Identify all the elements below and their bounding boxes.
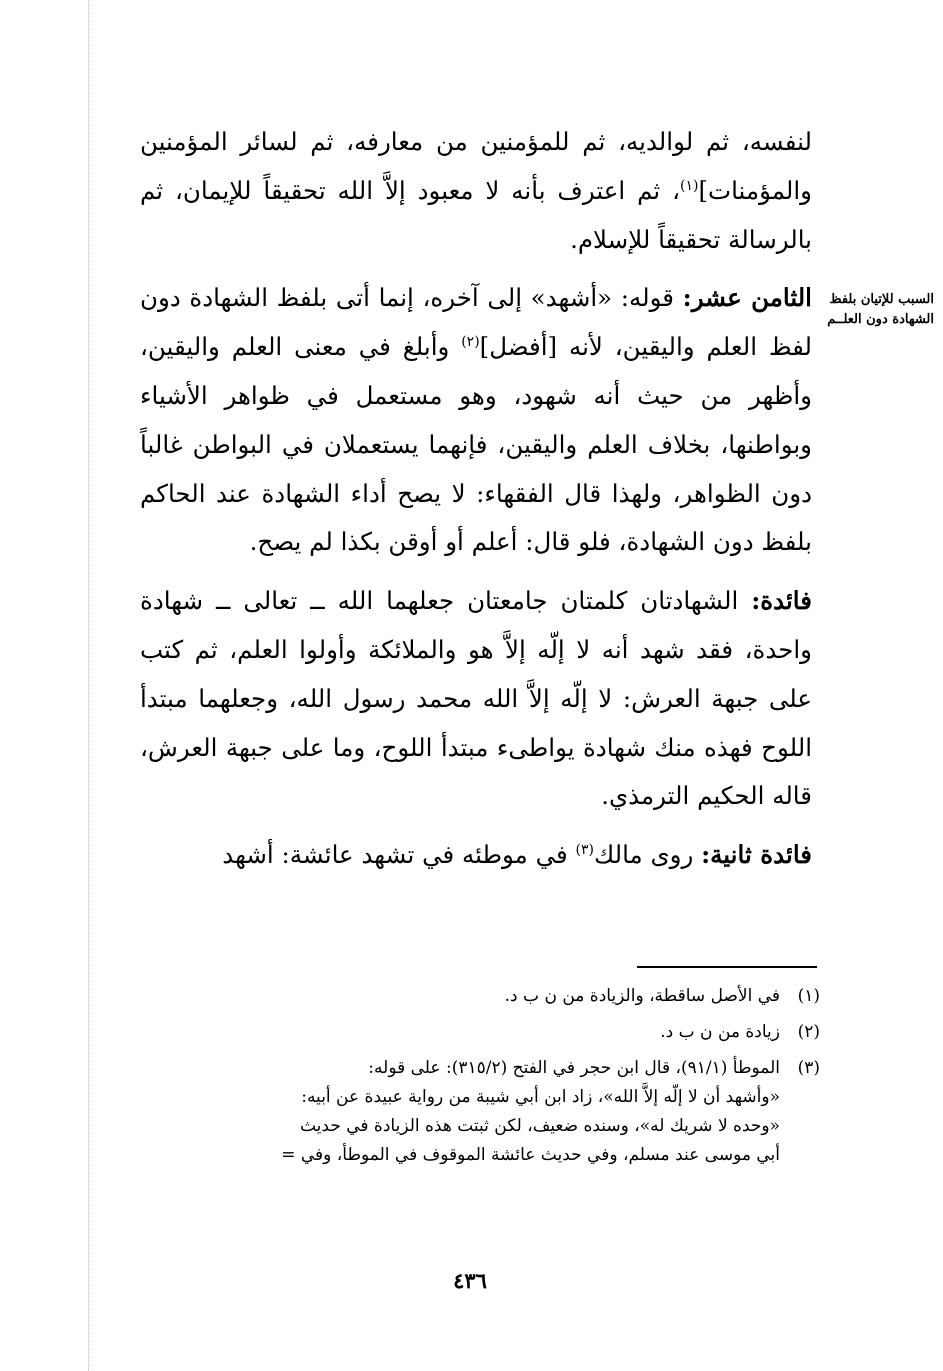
paragraph-text: الشهادتان كلمتان جامعتان جعلهما الله ــ تعالى ــ شهادة واحدة، فقد شهد أنه لا إلّه إلاَّ هو والملائكة وأولوا العلم، ثم كتب على جبهة العرش: لا إلّه إلاَّ الله محمد رسول الله، وجعلهما مبتدأ اللوح فهذه منك شهادة يواطىء مبتدأ اللوح، وما على جبهة العرش، قاله الحكيم الترمذي. — [140, 586, 812, 811]
paragraph-3 — [140, 577, 812, 821]
page-edge-line — [88, 0, 89, 1371]
paragraph-text-continued: وأبلغ في معنى العلم واليقين، وأظهر من حيث أنه شهود، وهو مستعمل في ظواهر الأشياء وبواطنها، بخلاف العلم واليقين، فإنهما يستعملان في البواطن غالباً دون الظواهر، ولهذا قال الفقهاء: لا يصح أداء الشهادة عند الحاكم بلفظ دون الشهادة، فلو قال: أعلم أو أوقن بكذا لم يصح. — [140, 332, 812, 557]
footnote-number: (٢) — [797, 1022, 820, 1042]
footnote-text — [145, 1018, 780, 1047]
paragraph-2 — [140, 274, 812, 567]
paragraph-lead: فائدة ثانية: — [701, 840, 812, 870]
paragraph-lead: الثامن عشر: — [682, 283, 812, 313]
paragraph-text-continued: ، ثم اعترف بأنه لا معبود إلاَّ الله تحقيقاً للإيمان، ثم بالرسالة تحقيقاً للإسلام. — [140, 175, 812, 254]
paragraph-text: لنفسه، ثم لوالديه، ثم للمؤمنين من معارفه، ثم لسائر المؤمنين والمؤمنات] — [140, 127, 812, 205]
paragraph-text-continued: في موطئه في تشهد عائشة: أشهد — [222, 840, 576, 870]
paragraph-1 — [140, 118, 812, 264]
footnote-line: أبي موسى عند مسلم، وفي حديث عائشة الموقوف في الموطأ، وفي = — [281, 1145, 780, 1165]
footnote-text — [145, 982, 780, 1011]
paragraph-4 — [140, 831, 812, 880]
footnote-1 — [145, 982, 820, 1011]
footnote-text — [145, 1054, 780, 1170]
footnote-separator — [637, 966, 817, 968]
footnote-marker: (١) — [680, 177, 699, 194]
paragraph-text: قوله: «أشهد» إلى آخره، إنما أتى بلفظ الشهادة دون لفظ العلم واليقين، لأنه [أفضل] — [140, 283, 812, 362]
page-number: ٤٣٦ — [453, 1268, 487, 1293]
footnote-marker: (٢) — [461, 334, 480, 351]
paragraph-text: روى مالك — [593, 840, 702, 870]
footnote-2 — [145, 1018, 820, 1047]
paragraph-lead: فائدة: — [751, 586, 812, 616]
footnote-marker: (٣) — [575, 842, 594, 858]
main-text — [140, 118, 812, 880]
footnote-number: (١) — [797, 986, 820, 1006]
footnote-line: الموطأ (٩١/١)، قال ابن حجر في الفتح (٣١٥/٢): على قوله: — [368, 1058, 780, 1078]
footnote-line: في الأصل ساقطة، والزيادة من ن ب د. — [504, 986, 780, 1006]
footnote-3 — [145, 1054, 820, 1170]
footnote-line: «وأشهد أن لا إلّه إلاَّ الله»، زاد ابن أبي شيبة من رواية عبيدة عن أبيه: — [301, 1087, 780, 1107]
footnote-line: «وحده لا شريك له»، وسنده ضعيف، لكن ثبتت هذه الزيادة في حديث — [299, 1116, 780, 1136]
footnote-number: (٣) — [797, 1058, 820, 1078]
footnote-line: زيادة من ن ب د. — [660, 1022, 780, 1042]
footnotes — [145, 982, 820, 1177]
margin-note: السبب للإتيان بلفظ الشهادة دون العلــم — [827, 292, 934, 327]
